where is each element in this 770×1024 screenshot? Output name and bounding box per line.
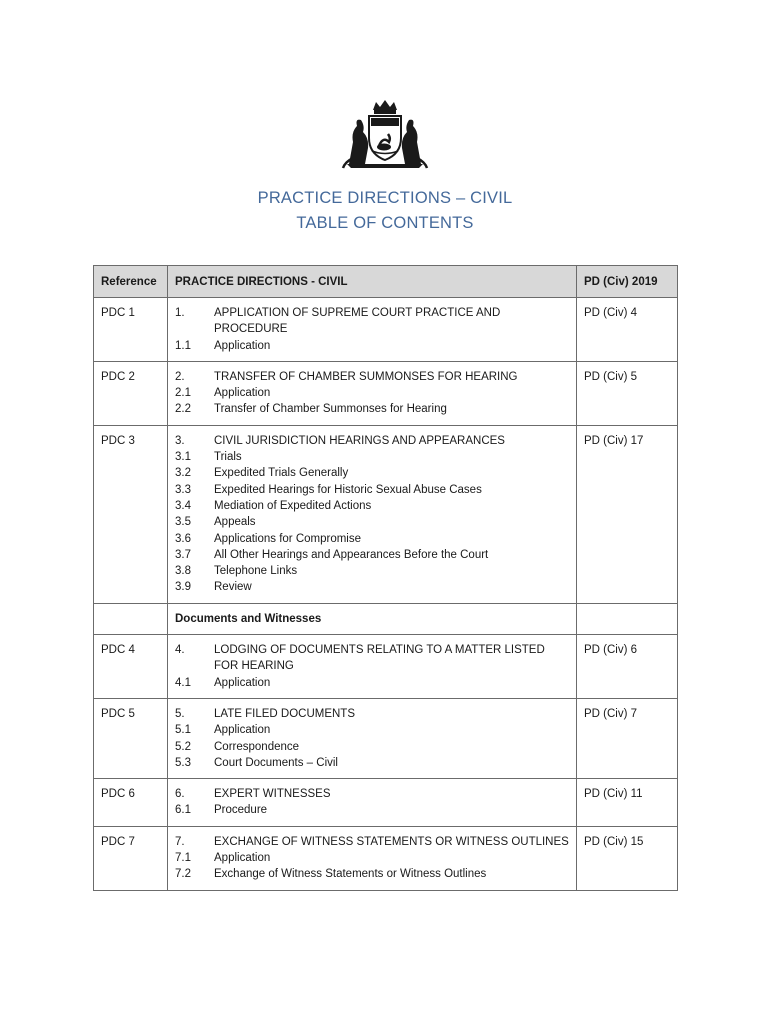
toc-entry	[175, 834, 569, 850]
entry-text: Mediation of Expedited Actions	[214, 499, 372, 512]
toc-entry	[175, 449, 569, 465]
entry-text: EXCHANGE OF WITNESS STATEMENTS OR WITNESS OUTLINES	[214, 835, 569, 848]
toc-entry	[175, 482, 569, 498]
reference-cell: PDC 2	[94, 361, 168, 425]
toc-entry	[175, 369, 569, 385]
entry-number: 5.	[175, 707, 185, 720]
toc-entry	[175, 498, 569, 514]
table-row	[94, 779, 678, 827]
entry-text: Telephone Links	[214, 565, 298, 578]
entry-number: 4.1	[175, 676, 191, 689]
entry-text: Trials	[214, 451, 242, 464]
table-row	[94, 698, 678, 778]
entry-text: Application	[214, 676, 271, 689]
toc-entry	[175, 755, 569, 771]
toc-entry	[175, 531, 569, 547]
entry-text: APPLICATION OF SUPREME COURT PRACTICE AND PROCEDURE	[214, 307, 501, 336]
directions-cell	[168, 635, 577, 699]
section-title: Documents and Witnesses	[168, 603, 577, 634]
toc-entry	[175, 579, 569, 595]
toc-entry	[175, 722, 569, 738]
table-row	[94, 635, 678, 699]
entry-text: Application	[214, 852, 271, 865]
pd-reference-cell: PD (Civ) 4	[577, 298, 678, 362]
directions-cell	[168, 361, 577, 425]
table-row	[94, 298, 678, 362]
toc-entry	[175, 786, 569, 802]
entry-number: 5.3	[175, 756, 191, 769]
entry-number: 6.1	[175, 804, 191, 817]
entry-number: 3.8	[175, 565, 191, 578]
reference-cell: PDC 1	[94, 298, 168, 362]
directions-cell	[168, 779, 577, 827]
entry-number: 7.1	[175, 852, 191, 865]
toc-entry	[175, 401, 569, 417]
directions-cell	[168, 826, 577, 890]
entry-text: TRANSFER OF CHAMBER SUMMONSES FOR HEARING	[214, 370, 518, 383]
pd-reference-cell: PD (Civ) 5	[577, 361, 678, 425]
toc-entry	[175, 802, 569, 818]
section-pd-cell	[577, 603, 678, 634]
directions-cell	[168, 425, 577, 603]
toc-entry	[175, 850, 569, 866]
entry-number: 3.2	[175, 467, 191, 480]
entry-number: 2.	[175, 370, 185, 383]
pd-reference-cell: PD (Civ) 15	[577, 826, 678, 890]
pd-reference-cell: PD (Civ) 6	[577, 635, 678, 699]
column-header-directions: PRACTICE DIRECTIONS - CIVIL	[168, 266, 577, 298]
entry-text: Expedited Trials Generally	[214, 467, 349, 480]
toc-entry	[175, 547, 569, 563]
table-row	[94, 826, 678, 890]
entry-number: 3.7	[175, 548, 191, 561]
coat-of-arms-crest	[339, 98, 431, 170]
entry-number: 3.3	[175, 483, 191, 496]
entry-number: 2.2	[175, 403, 191, 416]
table-row	[94, 361, 678, 425]
entry-text: Review	[214, 581, 252, 594]
entry-number: 7.	[175, 835, 185, 848]
entry-text: LODGING OF DOCUMENTS RELATING TO A MATTER LISTED FOR HEARING	[214, 644, 545, 673]
table-header-row	[94, 266, 678, 298]
entry-text: Court Documents – Civil	[214, 756, 338, 769]
entry-number: 5.2	[175, 740, 191, 753]
entry-text: Application	[214, 724, 271, 737]
entry-number: 3.	[175, 434, 185, 447]
entry-text: CIVIL JURISDICTION HEARINGS AND APPEARANCES	[214, 434, 505, 447]
entry-text: All Other Hearings and Appearances Before the Court	[214, 548, 489, 561]
entry-text: Expedited Hearings for Historic Sexual Abuse Cases	[214, 483, 482, 496]
entry-number: 3.6	[175, 532, 191, 545]
reference-cell: PDC 5	[94, 698, 168, 778]
toc-entry	[175, 642, 569, 675]
document-title: PRACTICE DIRECTIONS – CIVIL	[257, 189, 513, 207]
toc-entry	[175, 433, 569, 449]
entry-text: Application	[214, 387, 271, 400]
section-ref-cell	[94, 603, 168, 634]
entry-text: Applications for Compromise	[214, 532, 362, 545]
toc-entry	[175, 866, 569, 882]
entry-number: 1.	[175, 307, 185, 319]
toc-entry	[175, 739, 569, 755]
column-header-pd: PD (Civ) 2019	[577, 266, 678, 298]
reference-cell: PDC 7	[94, 826, 168, 890]
entry-text: Correspondence	[214, 740, 300, 753]
entry-text: Application	[214, 339, 271, 352]
entry-number: 3.5	[175, 516, 191, 529]
reference-cell: PDC 6	[94, 779, 168, 827]
entry-text: Procedure	[214, 804, 268, 817]
document-subtitle: TABLE OF CONTENTS	[296, 214, 474, 232]
table-of-contents	[93, 265, 678, 891]
toc-entry	[175, 305, 569, 338]
pd-reference-cell: PD (Civ) 7	[577, 698, 678, 778]
toc-entry	[175, 675, 569, 691]
reference-cell: PDC 4	[94, 635, 168, 699]
entry-text: Exchange of Witness Statements or Witness Outlines	[214, 868, 487, 881]
entry-text: EXPERT WITNESSES	[214, 788, 331, 801]
toc-entry	[175, 385, 569, 401]
section-row	[94, 603, 678, 634]
entry-number: 2.1	[175, 387, 191, 400]
entry-number: 3.4	[175, 499, 191, 512]
pd-reference-cell: PD (Civ) 11	[577, 779, 678, 827]
toc-entry	[175, 563, 569, 579]
entry-text: Transfer of Chamber Summonses for Hearing	[214, 403, 447, 416]
entry-number: 1.1	[175, 339, 191, 352]
directions-cell	[168, 298, 577, 362]
entry-number: 3.1	[175, 451, 191, 464]
entry-number: 4.	[175, 644, 185, 657]
entry-text: Appeals	[214, 516, 256, 529]
entry-number: 3.9	[175, 581, 191, 594]
pd-reference-cell: PD (Civ) 17	[577, 425, 678, 603]
toc-entry	[175, 465, 569, 481]
table-row	[94, 425, 678, 603]
reference-cell: PDC 3	[94, 425, 168, 603]
directions-cell	[168, 698, 577, 778]
entry-number: 7.2	[175, 868, 191, 881]
entry-number: 6.	[175, 788, 185, 801]
toc-entry	[175, 514, 569, 530]
column-header-reference: Reference	[94, 266, 168, 298]
entry-text: LATE FILED DOCUMENTS	[214, 707, 355, 720]
toc-entry	[175, 706, 569, 722]
entry-number: 5.1	[175, 724, 191, 737]
toc-entry	[175, 338, 569, 354]
